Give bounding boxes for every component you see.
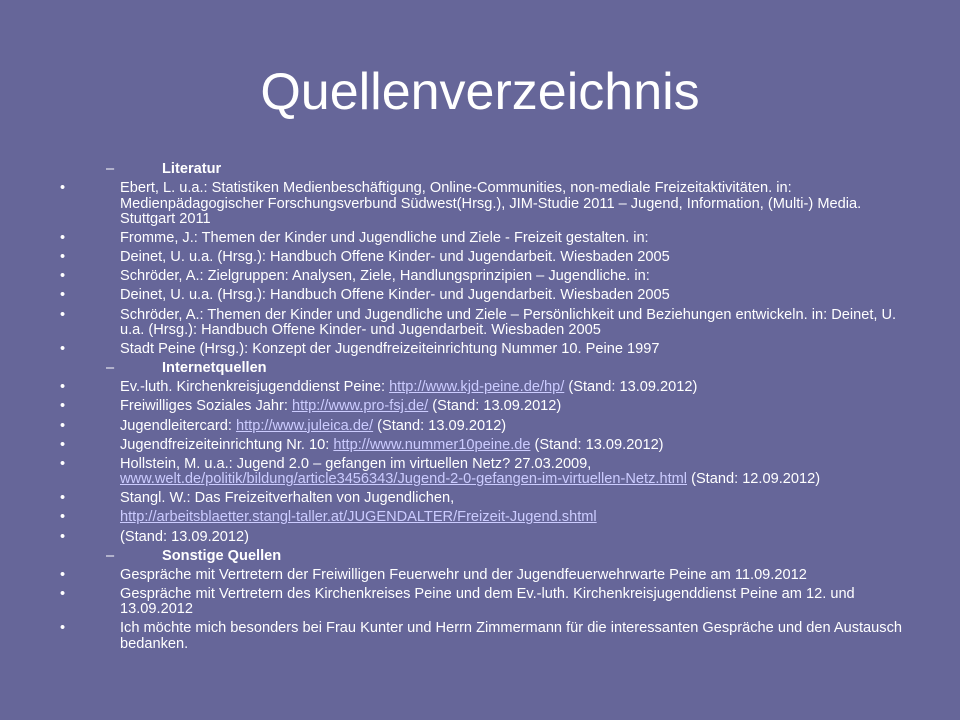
reference-text: Freiwilliges Soziales Jahr: [120, 398, 292, 415]
reference-text: Ich möchte mich besonders bei Frau Kunter und Herrn Zimmermann für die interessanten Gespräche und den Austausch bedanken. [120, 620, 902, 652]
reference-item [58, 250, 918, 266]
reference-item [58, 269, 918, 285]
reference-item [58, 491, 918, 507]
reference-item [58, 568, 918, 584]
reference-text: Gespräche mit Vertretern des Kirchenkreises Peine und dem Ev.-luth. Kirchenkreisjugenddienst Peine am 12. und 13.09.2012 [120, 585, 855, 618]
reference-text: (Stand: 13.09.2012) [120, 528, 250, 545]
bullet-marker: • [60, 268, 66, 285]
dash-marker: – [106, 360, 115, 377]
reference-item [58, 181, 918, 228]
reference-item [58, 399, 918, 415]
reference-item [58, 342, 918, 358]
bullet-marker: • [60, 249, 66, 266]
bullet-marker: • [60, 180, 66, 197]
bullet-marker: • [60, 528, 66, 545]
reference-text: Schröder, A.: Themen der Kinder und Jugendliche und Ziele – Persönlichkeit und Beziehungen entwickeln. in: Deinet, U. u.a. (Hrsg.): Handbuch Offene Kinder- und Jugendarbeit. Wiesbaden 2005 [120, 306, 897, 339]
reference-item [58, 530, 918, 546]
reference-text: (Stand: 13.09.2012) [373, 417, 507, 434]
section-heading-label: Literatur [162, 161, 222, 177]
reference-text: (Stand: 12.09.2012) [687, 471, 821, 488]
reference-item [58, 621, 918, 652]
reference-text: Jugendleitercard: [120, 417, 237, 434]
section-heading [58, 549, 918, 565]
reference-text: Stadt Peine (Hrsg.): Konzept der Jugendfreizeiteinrichtung Nummer 10. Peine 1997 [120, 341, 660, 358]
reference-item [58, 308, 918, 339]
bullet-marker: • [60, 490, 66, 507]
reference-link[interactable]: http://arbeitsblaetter.stangl-taller.at/JUGENDALTER/Freizeit-Jugend.shtml [120, 509, 597, 526]
bullet-marker: • [60, 287, 66, 304]
reference-item [58, 587, 918, 618]
reference-list [58, 162, 918, 656]
slide-title: Quellenverzeichnis [260, 63, 700, 121]
bullet-marker: • [60, 509, 66, 526]
reference-item [58, 380, 918, 396]
bullet-marker: • [60, 436, 66, 453]
bullet-marker: • [60, 379, 66, 396]
reference-text: (Stand: 13.09.2012) [564, 379, 698, 396]
section-heading [58, 162, 918, 178]
reference-link[interactable]: www.welt.de/politik/bildung/article3456343/Jugend-2-0-gefangen-im-virtuellen-Netz.html [120, 471, 688, 488]
bullet-marker: • [60, 341, 66, 358]
dash-marker: – [106, 161, 115, 177]
reference-link[interactable]: http://www.nummer10peine.de [333, 436, 531, 453]
bullet-marker: • [60, 417, 66, 434]
section-heading [58, 361, 918, 377]
reference-text: Schröder, A.: Zielgruppen: Analysen, Ziele, Handlungsprinzipien – Jugendliche. in: [120, 268, 650, 285]
reference-text: Jugendfreizeiteinrichtung Nr. 10: [120, 436, 334, 453]
bullet-marker: • [60, 620, 66, 637]
dash-marker: – [106, 547, 115, 564]
reference-link[interactable]: http://www.kjd-peine.de/hp/ [389, 379, 565, 396]
reference-item [58, 457, 918, 488]
reference-text: Gespräche mit Vertretern der Freiwilligen Feuerwehr und der Jugendfeuerwehrwarte Peine am 11.09.2012 [120, 566, 807, 583]
section-heading-label: Internetquellen [162, 360, 267, 377]
reference-item [58, 510, 918, 526]
bullet-marker: • [60, 230, 66, 247]
reference-item [58, 419, 918, 435]
reference-text: Deinet, U. u.a. (Hrsg.): Handbuch Offene Kinder- und Jugendarbeit. Wiesbaden 2005 [120, 287, 670, 304]
bullet-marker: • [60, 455, 66, 472]
reference-link[interactable]: http://www.pro-fsj.de/ [291, 398, 429, 415]
reference-text: Ebert, L. u.a.: Statistiken Medienbeschäftigung, Online-Communities, non-mediale Freizeitaktivitäten. in: Medienpädagogischer Forschungsverbund Südwest(Hrsg.), JIM-Studie 2011 – Jugend, Information, (Multi-) Media. Stuttgart 2011 [120, 180, 862, 228]
bullet-marker: • [60, 585, 66, 602]
bullet-marker: • [60, 398, 66, 415]
reference-item [58, 288, 918, 304]
bullet-marker: • [60, 306, 66, 323]
reference-text: Ev.-luth. Kirchenkreisjugenddienst Peine: [120, 379, 390, 396]
reference-text: (Stand: 13.09.2012) [428, 398, 562, 415]
bullet-marker: • [60, 566, 66, 583]
reference-text: Deinet, U. u.a. (Hrsg.): Handbuch Offene Kinder- und Jugendarbeit. Wiesbaden 2005 [120, 249, 670, 266]
reference-item [58, 231, 918, 247]
reference-item [58, 438, 918, 454]
reference-text: (Stand: 13.09.2012) [530, 436, 664, 453]
reference-text: Fromme, J.: Themen der Kinder und Jugendliche und Ziele - Freizeit gestalten. in: [120, 230, 649, 247]
section-heading-label: Sonstige Quellen [162, 547, 282, 564]
reference-text: Stangl. W.: Das Freizeitverhalten von Jugendlichen, [120, 490, 455, 507]
reference-link[interactable]: http://www.juleica.de/ [236, 417, 374, 434]
reference-text: Hollstein, M. u.a.: Jugend 2.0 – gefangen im virtuellen Netz? 27.03.2009, [120, 455, 592, 472]
